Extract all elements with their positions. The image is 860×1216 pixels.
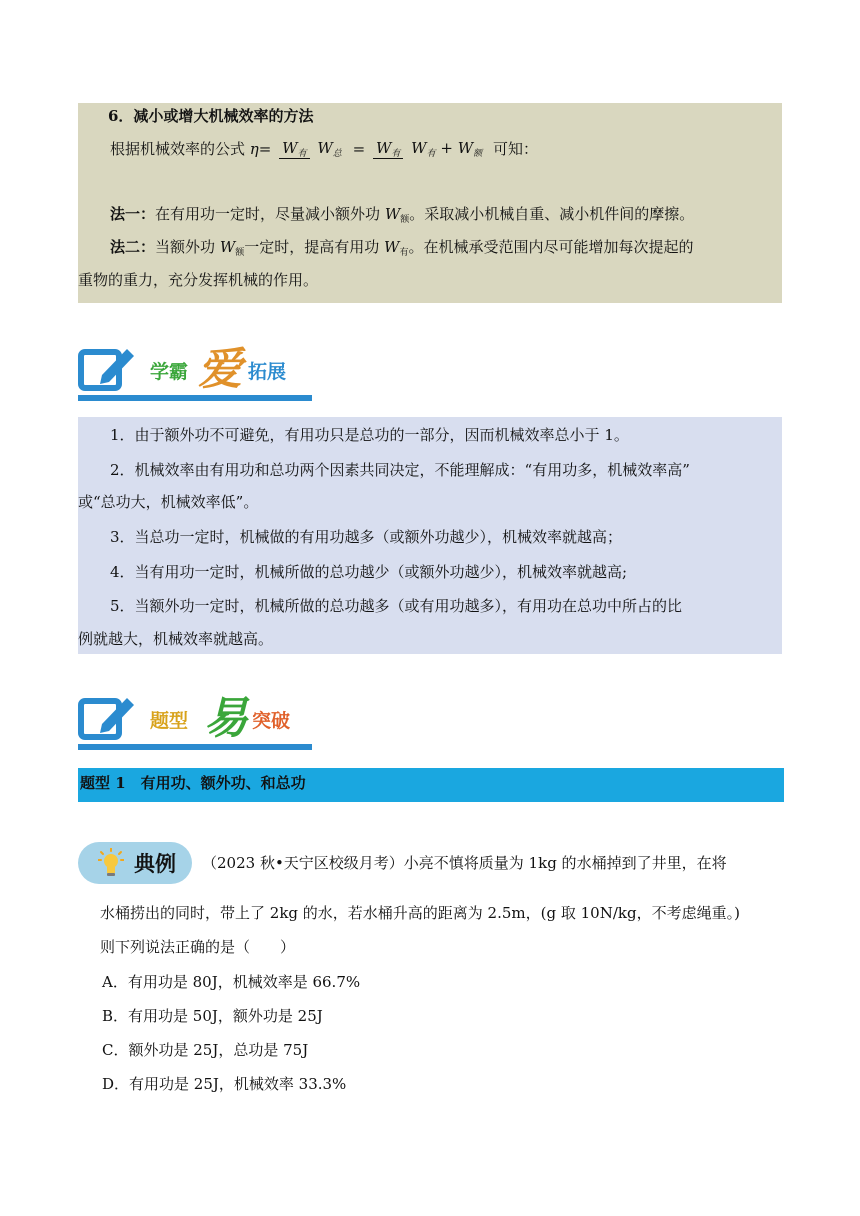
expand-item-2: 2．机械效率由有用功和总功两个因素共同决定，不能理解成：“有用功多，机械效率高” [110,461,690,479]
method-2-cont: 重物的重力，充分发挥机械的作用。 [78,271,319,289]
formula-equals: = [352,139,366,158]
banner-underline [78,395,312,401]
option-c: C．额外功是 25J，总功是 75J [102,1041,309,1059]
formula-fraction-1: $W_有$ $W_总$ [279,139,345,159]
question-type-title: 题型 1 有用功、额外功、和总功 [80,774,306,792]
banner-breakthrough [78,684,318,754]
formula-fraction-2: $W_有$ $W_有 + W_额$ [373,139,485,159]
banner-word-2: 易 [204,693,248,744]
method-2: 法二：当额外功 $W_额$一定时，提高有用功 $W_有$。在机械承受范围内尽可能增加每次提起的 [110,238,694,258]
expand-item-2-cont: 或“总功大，机械效率低”。 [78,493,259,511]
method-title: 6．减小或增大机械效率的方法 [108,107,314,125]
expand-item-5: 5．当额外功一定时，机械所做的总功越多（或有用功越多），有用功在总功中所占的比 [110,597,683,615]
formula-eta: η= [249,139,272,158]
banner-word-1: 学霸 [150,361,189,383]
method-1: 法一：在有用功一定时，尽量减小额外功 $W_额$。采取减小机械自重、减小机件间的摩擦。 [110,205,695,225]
banner-word-1: 题型 [150,710,189,732]
expand-item-3: 3．当总功一定时，机械做的有用功越多（或额外功越少），机械效率就越高； [110,528,623,546]
expand-item-4: 4．当有用功一定时，机械所做的总功越少（或额外功越少），机械效率就越高; [110,563,628,581]
pencil-note-icon [78,343,136,393]
example-stem-1: （2023 秋•天宁区校级月考）小亮不慎将质量为 1kg 的水桶掉到了井里，在将 [202,854,727,872]
expand-item-5-cont: 例就越大，机械效率就越高。 [78,630,274,648]
example-badge-label: 典例 [134,852,176,876]
expand-item-1: 1．由于额外功不可避免，有用功只是总功的一部分，因而机械效率总小于 1。 [110,426,629,444]
example-stem-2: 水桶捞出的同时，带上了 2kg 的水，若水桶升高的距离为 2.5m，(g 取 10N/kg，不考虑绳重。) [100,904,740,922]
banner-expand [78,335,318,405]
option-d: D．有用功是 25J，机械效率 33.3% [102,1075,347,1093]
banner-word-3: 突破 [252,710,291,732]
pencil-note-icon [78,692,136,742]
option-b: B．有用功是 50J，额外功是 25J [102,1007,323,1025]
option-a: A．有用功是 80J，机械效率是 66.7% [102,973,361,991]
banner-word-3: 拓展 [248,361,287,383]
lightbulb-icon [98,848,124,878]
efficiency-formula [110,138,538,190]
example-badge [78,842,192,884]
banner-word-2: 爱 [198,344,242,395]
example-stem-3: 则下列说法正确的是（ ） [100,938,296,956]
formula-suffix: 可知： [492,140,538,158]
question-type-bar [78,768,784,802]
banner-underline [78,744,312,750]
formula-prefix: 根据机械效率的公式 [110,140,246,158]
